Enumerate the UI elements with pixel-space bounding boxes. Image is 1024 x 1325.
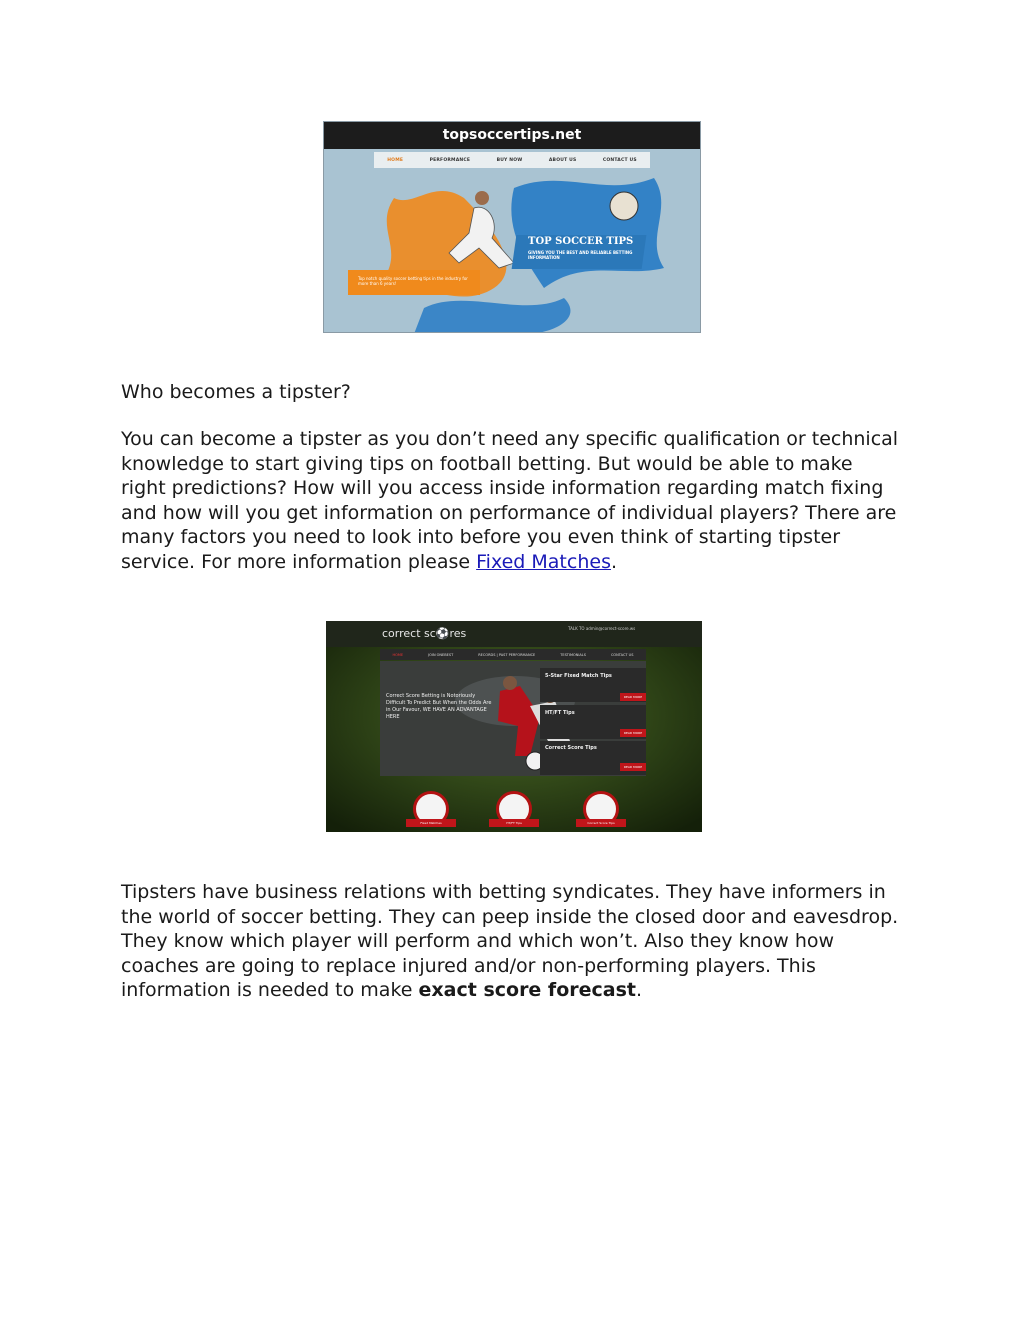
- section-heading: Who becomes a tipster?: [121, 381, 351, 403]
- section2-body: Tipsters have business relations with betting syndicates. They have informers in the world of soccer betting. They can peep inside the closed door and eavesdrop. They know which player will perform and which won’t. Also they know how coaches are going to replace injured and/or non-performing players. This information is needed to make: [121, 881, 899, 1001]
- correct-scores-screenshot: [326, 621, 702, 832]
- nav-testimonials: TESTIMONIALS: [560, 652, 586, 657]
- section2-tail: .: [636, 979, 643, 1001]
- splash-artwork: [324, 168, 701, 333]
- nav-buy-now: BUY NOW: [496, 157, 523, 163]
- site-nav: [374, 152, 650, 168]
- fixed-matches-link[interactable]: Fixed Matches: [476, 550, 611, 573]
- panel-title-1: 5-Star Fixed Match Tips: [545, 673, 612, 679]
- nav-home: HOME: [387, 157, 404, 163]
- nav-records: RECORDS | PAST PERFORMANCE: [478, 652, 536, 657]
- site-logo: correct sc⚽res: [382, 627, 467, 640]
- read-more-button-3[interactable]: READ MORE: [620, 763, 646, 771]
- exact-score-forecast: exact score forecast: [418, 979, 636, 1001]
- section2-paragraph: [121, 880, 901, 1003]
- section1-paragraph: [121, 427, 901, 574]
- site-nav: [380, 649, 646, 660]
- section1-body: You can become a tipster as you don’t need any specific qualification or technical knowledge to start giving tips on football betting. But would be able to make right predictions? How will you access inside information regarding match fixing and how will you get information on performance of individual players? There are many factors you need to look into before you even think of starting tipster service. For more information please: [121, 428, 899, 573]
- ribbon-fixed-matches: Fixed Matches: [406, 819, 456, 827]
- read-more-button-2[interactable]: READ MORE: [620, 729, 646, 737]
- nav-performance: PERFORMANCE: [429, 157, 471, 163]
- nav-about-us: ABOUT US: [548, 157, 577, 163]
- hero-text: Correct Score Betting is Notoriously Difficult To Predict But When the Odds Are in Our Favour, WE HAVE AN ADVANTAGE HERE: [386, 693, 492, 720]
- ribbon-htft-tips: HT/FT Tips: [489, 819, 539, 827]
- section1-tail: .: [610, 550, 618, 573]
- topsoccertips-screenshot: [323, 121, 701, 333]
- banner-title: TOP SOCCER TIPS: [528, 236, 634, 247]
- contact-info: TALK TO admin@correct-score.ws: [568, 626, 636, 631]
- site-logo: topsoccertips.net: [442, 127, 582, 143]
- read-more-button-1[interactable]: READ MORE: [620, 693, 646, 701]
- nav-join: JOIN ONEBEST: [428, 652, 454, 657]
- nav-home: HOME: [392, 652, 404, 657]
- nav-contact: CONTACT US: [610, 652, 634, 657]
- panel-title-2: HT/FT Tips: [545, 710, 575, 716]
- ribbon-correct-score: Correct Score Tips: [576, 819, 626, 827]
- banner-subtitle: GIVING YOU THE BEST AND RELIABLE BETTING INFORMATION: [528, 250, 633, 260]
- nav-contact-us: CONTACT US: [602, 157, 637, 163]
- promo-text: Top notch quality soccer betting tips in the industry for more than 6 years!: [358, 276, 468, 286]
- panel-title-3: Correct Score Tips: [545, 745, 597, 751]
- promo-tag: [348, 270, 480, 295]
